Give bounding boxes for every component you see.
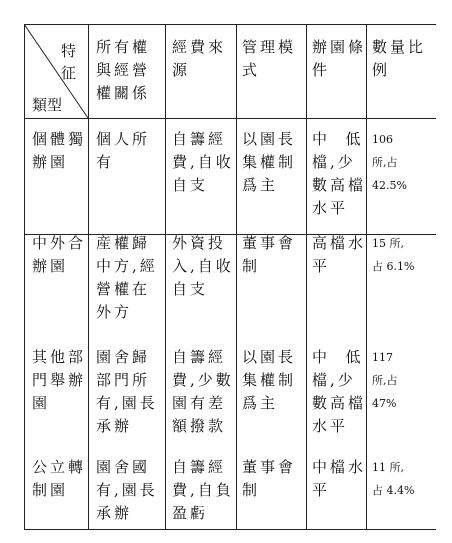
row-conditions: 高檔水 平 bbox=[312, 234, 367, 275]
col-divider bbox=[236, 24, 237, 530]
header-ratio: 數量比 例 bbox=[372, 38, 427, 79]
row-conditions: 中 低 檔,少 數高檔 水平 bbox=[312, 348, 367, 435]
table-bottom-border bbox=[24, 529, 436, 530]
row-funding: 自籌經 費,自收 自支 bbox=[172, 130, 234, 194]
header-ownership: 所有權 與經營 權關係 bbox=[96, 38, 151, 102]
row-ownership: 産權歸 中方,經 營權在 外方 bbox=[96, 234, 158, 321]
row-ratio: 15 所, 占 6.1% bbox=[372, 237, 415, 273]
row-conditions: 中 低 檔,少 數高檔 水平 bbox=[312, 130, 367, 217]
header-corner-feature: 特 征 bbox=[61, 42, 80, 82]
row-funding: 外資投 入,自收 自支 bbox=[172, 234, 234, 298]
row-type: 中外合 辦園 bbox=[32, 234, 87, 275]
col-divider bbox=[366, 24, 367, 530]
row-management: 以園長 集權制 爲主 bbox=[242, 130, 297, 194]
header-funding: 經費來 源 bbox=[172, 38, 227, 79]
row-management: 董事會 制 bbox=[242, 458, 297, 499]
row-conditions: 中檔水 平 bbox=[312, 458, 367, 499]
row-management: 董事會 制 bbox=[242, 234, 297, 275]
row-ownership: 個人所 有 bbox=[96, 130, 151, 171]
row-funding: 自籌經 費,少數 園有差 額撥款 bbox=[172, 348, 234, 435]
row-ratio: 117 所,占 47% bbox=[372, 351, 398, 410]
row-ownership: 園舍國 有,園長 承辦 bbox=[96, 458, 158, 522]
row-type: 個體獨 辦園 bbox=[32, 130, 87, 171]
header-management: 管理模 式 bbox=[242, 38, 297, 79]
col-divider bbox=[165, 24, 166, 530]
kindergarten-types-table bbox=[24, 24, 436, 530]
row-type: 其他部 門舉辦 園 bbox=[32, 348, 87, 412]
row-funding: 自籌經 費,自負 盈虧 bbox=[172, 458, 234, 522]
row-type: 公立轉 制園 bbox=[32, 458, 87, 499]
col-divider bbox=[306, 24, 307, 530]
row-ownership: 園舍歸 部門所 有,園長 承辦 bbox=[96, 348, 158, 435]
row-ratio: 11 所, 占 4.4% bbox=[372, 461, 415, 497]
row-management: 以園長 集權制 爲主 bbox=[242, 348, 297, 412]
row-ratio: 106 所,占 42.5% bbox=[372, 133, 407, 192]
header-conditions: 辦園條 件 bbox=[312, 38, 367, 79]
header-corner-type: 類型 bbox=[32, 96, 63, 114]
